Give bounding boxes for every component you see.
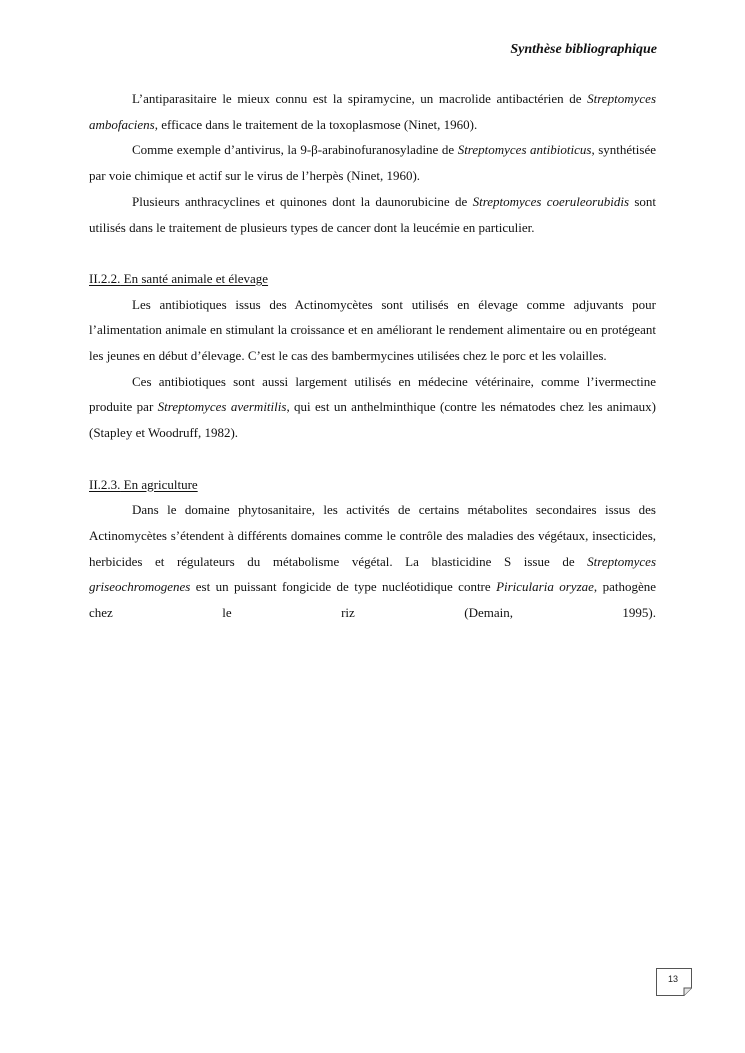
running-header: Synthèse bibliographique [510, 42, 657, 57]
paragraph-livestock: Les antibiotiques issus des Actinomycètes sont utilisés en élevage comme adjuvants pour l’alimentation animale en stimulant la croissance et en améliorant le rendement alimentaire ou en protégeant les jeunes en début d’élevage. C’est le cas des bambermycines utilisées chez le porc et les volailles. [89, 296, 656, 364]
paragraph-antiviral: Comme exemple d’antivirus, la 9-β-arabinofuranosyladine de Streptomyces antibioticus, synthétisée par voie chimique et actif sur le virus de l’herpès (Ninet, 1960). [89, 142, 657, 184]
paragraph-phytosanitary: Dans le domaine phytosanitaire, les activités de certains métabolites secondaires issus des Actinomycètes s’étendent à différents domaines comme le contrôle des maladies des végétaux, insecticides, herbicides et régulateurs du métabolisme végétal. La blasticidine S issue de Streptomyces griseochromogenes est un puissant fongicide de type nucléotidique contre Piricularia oryzae, pathogène chez le riz (Demain, 1995). [89, 502, 656, 621]
species-name: Piricularia oryzae [496, 579, 594, 595]
species-name: Streptomyces ambofaciens [89, 91, 656, 132]
species-name: Streptomyces antibioticus [457, 142, 592, 158]
section-heading-agriculture [89, 472, 656, 498]
section-title: En santé animale et élevage [120, 270, 269, 286]
species-name: Streptomyces griseochromogenes [89, 553, 656, 595]
page-number-box [656, 968, 692, 996]
section-title: En agriculture [120, 476, 198, 492]
paragraph-veterinary: Ces antibiotiques sont aussi largement utilisés en médecine vétérinaire, comme l’ivermectine produite par Streptomyces avermitilis, qui est un anthelminthique (contre les nématodes chez les animaux) (Stapley et Woodruff, 1982). [89, 373, 656, 441]
page-number: 13 [667, 974, 678, 984]
section-number: II.2.3. [89, 476, 121, 492]
paragraph-antiparasitic: L’antiparasitaire le mieux connu est la spiramycine, un macrolide antibactérien de Streptomyces ambofaciens, efficace dans le traitement de la toxoplasmose (Ninet, 1960). [89, 91, 656, 132]
section-number: II.2.2. [89, 270, 121, 286]
section-heading-animal-health [89, 266, 656, 292]
page-body [89, 86, 656, 626]
species-name: Streptomyces avermitilis [157, 399, 287, 415]
species-name: Streptomyces coeruleorubidis [472, 193, 630, 209]
paragraph-anticancer: Plusieurs anthracyclines et quinones dont la daunorubicine de Streptomyces coeruleorubidis sont utilisés dans le traitement de plusieurs types de cancer dont la leucémie en particulier. [89, 193, 656, 235]
